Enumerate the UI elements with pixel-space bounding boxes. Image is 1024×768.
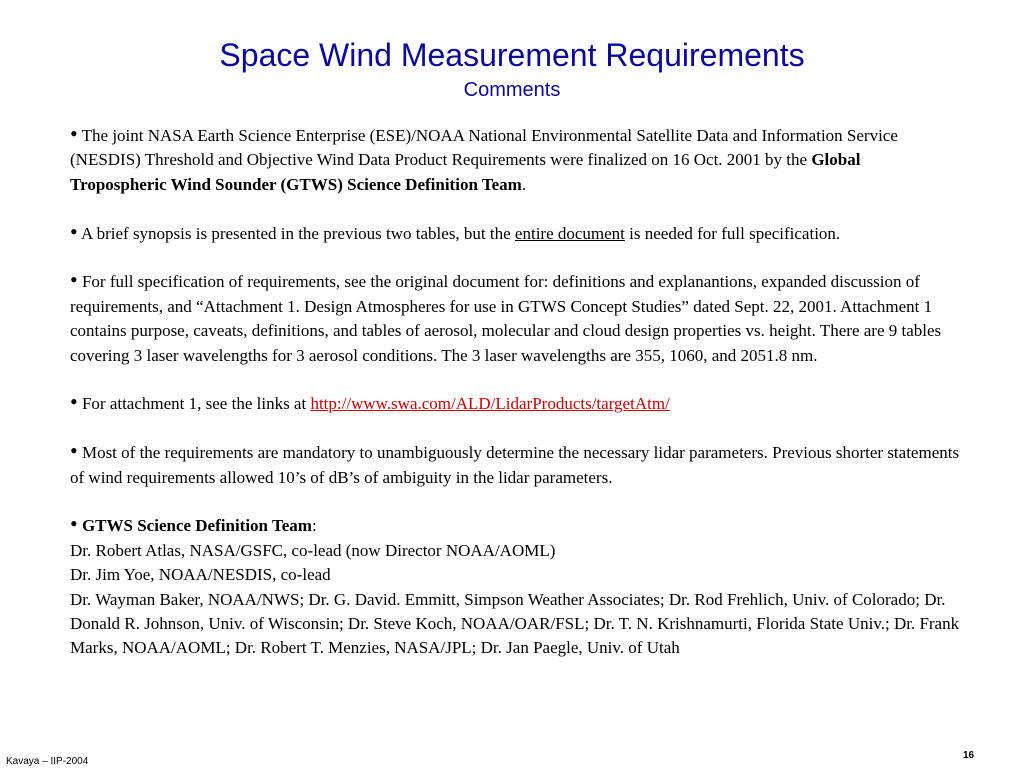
team-member-line: Dr. Robert Atlas, NASA/GSFC, co-lead (now Director NOAA/AOML) xyxy=(70,540,556,560)
paragraph-mandatory-requirements xyxy=(70,438,960,490)
bullet-icon: • xyxy=(70,511,78,537)
paragraph-attachment-links xyxy=(70,389,960,416)
team-member-line: Dr. Jim Yoe, NOAA/NESDIS, co-lead xyxy=(70,565,331,585)
footer-author: Kavaya – IIP-2004 xyxy=(6,756,89,767)
paragraph-team-members xyxy=(70,511,960,660)
paragraph-text: The joint NASA Earth Science Enterprise (ESE)/NOAA National Environmental Satellite Data and Information Service (NESDIS) Threshold and Objective Wind Data Product Requirements were finalized on 16 Oct. 2001 by the xyxy=(70,126,898,170)
page-number: 16 xyxy=(963,750,975,761)
bullet-icon: • xyxy=(70,121,78,146)
bullet-icon: • xyxy=(70,438,78,464)
paragraph-text: . xyxy=(521,174,527,194)
paragraph-text: For full specification of requirements, see the original document for: definitions and explanantions, expanded discussion of requirements, and “Attachment 1. Design Atmospheres for use in GTWS Concept Studies” dated Sept. 22, 2001. Attachment 1 contains purpose, caveats, definitions, and tables of aerosol, molecular and cloud design properties vs. height. There are 9 tables covering 3 laser wavelengths for 3 aerosol conditions. The 3 laser wavelengths are 355, 1060, and 2051.8 nm. xyxy=(70,272,942,365)
paragraph-text: For attachment 1, see the links at xyxy=(77,394,311,414)
team-member-line: Dr. Wayman Baker, NOAA/NWS; Dr. G. David. Emmitt, Simpson Weather Associates; Dr. Rod Frehlich, Univ. of Colorado; Dr. Donald R. Johnson, Univ. of Wisconsin; Dr. Steve Koch, NOAA/OAR/FSL; Dr. T. N. Krishnamurti, Florida State Univ.; Dr. Frank Marks, NOAA/AOML; Dr. Robert T. Menzies, NASA/JPL; Dr. Jan Paegle, Univ. of Utah xyxy=(70,589,960,658)
slide-title: Space Wind Measurement Requirements xyxy=(219,37,805,73)
target-atm-link[interactable]: http://www.swa.com/ALD/LidarProducts/targetAtm/ xyxy=(310,394,670,414)
bullet-icon: • xyxy=(70,389,78,415)
paragraph-synopsis xyxy=(70,218,960,246)
paragraph-text: Most of the requirements are mandatory to unambiguously determine the necessary lidar parameters. Previous shorter statements of wind requirements allowed 10’s of dB’s of ambiguity in the lidar parameters. xyxy=(70,443,960,487)
slide-body xyxy=(70,121,960,685)
paragraph-text: A brief synopsis is presented in the previous two tables, but the xyxy=(77,223,515,243)
paragraph-full-specification xyxy=(70,267,960,368)
paragraph-ese-noaa-requirements xyxy=(70,121,960,197)
bullet-icon: • xyxy=(70,267,78,293)
team-heading-colon: : xyxy=(311,516,317,536)
team-heading: GTWS Science Definition Team xyxy=(81,516,312,536)
bullet-icon: • xyxy=(70,218,78,244)
gtws-team-name: Global Tropospheric Wind Sounder (GTWS) Science Definition Team xyxy=(70,150,861,194)
slide-subtitle: Comments xyxy=(463,79,561,101)
entire-document-text: entire document xyxy=(514,223,625,243)
paragraph-text: is needed for full specification. xyxy=(624,223,841,243)
